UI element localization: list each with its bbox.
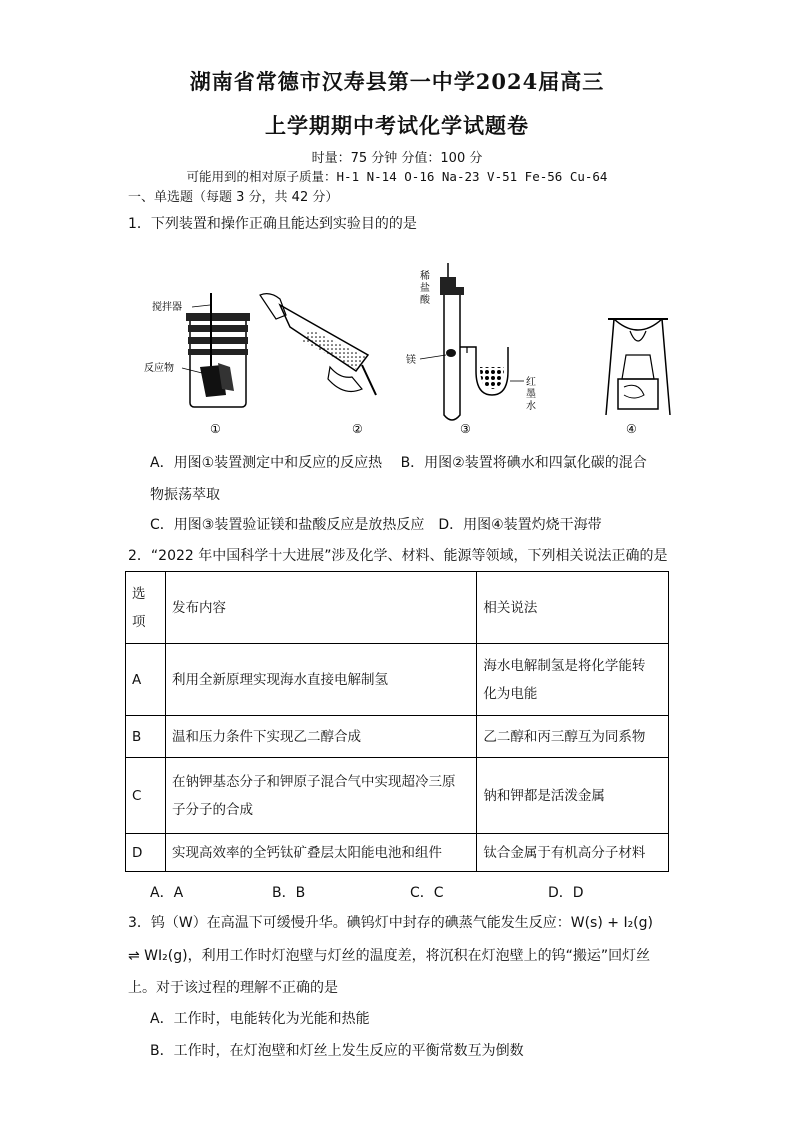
table-row [126,758,669,834]
q1-options-line2: 物振荡萃取 [150,487,220,503]
table-row [126,834,669,872]
row-statement [477,644,669,716]
table-row [126,716,669,758]
dilute-hcl-label-3: 酸 [420,295,430,306]
burner-tripod-figure [606,319,670,415]
header-option-char1: 选 [132,585,146,602]
row-content-line: 子分子的合成 [171,801,253,818]
row-option: D [126,834,166,872]
q1-options-line3: C．用图③装置验证镁和盐酸反应是放热反应 D．用图④装置灼烧干海带 [150,517,602,533]
fig4-label: ④ [626,422,637,436]
dilute-hcl-label-2: 盐 [420,283,430,294]
red-ink-label-3: 水 [526,401,536,412]
red-ink-label-2: 墨 [526,389,536,400]
q2-answer-c: C．C [410,885,444,901]
header-content-cell: 发布内容 [165,572,476,644]
q2-table-header [126,572,669,644]
atomic-masses: 可能用到的相对原子质量：H-1 N-14 O-16 Na-23 V-51 Fe-56 Cu-64 [186,169,608,184]
q2-stem: 2．“2022 年中国科学十大进展”涉及化学、材料、能源等领域，下列相关说法正确的是 [128,548,668,564]
row-statement: 乙二醇和丙三醇互为同系物 [477,716,669,758]
q1-figures [130,255,690,440]
row-statement: 钛合金属于有机高分子材料 [477,834,669,872]
q3-line3: 上。对于该过程的理解不正确的是 [128,980,338,996]
paper-title-line1: 湖南省常德市汉寿县第一中学2024届高三 [189,69,605,94]
row-option: C [126,758,166,834]
fig3-label: ③ [460,422,471,436]
calorimeter-figure [186,293,250,407]
row-content: 利用全新原理实现海水直接电解制氢 [165,644,476,716]
separatory-funnel-figure [260,294,376,395]
red-ink-label-1: 红 [526,377,536,388]
u-tube-figure [440,263,508,420]
row-content: 温和压力条件下实现乙二醇合成 [165,716,476,758]
q2-answer-a: A．A [150,885,184,901]
table-row [126,644,669,716]
q1-stem: 1．下列装置和操作正确且能达到实验目的的是 [128,216,417,232]
row-statement-line: 化为电能 [483,685,538,702]
row-content: 实现高效率的全钙钛矿叠层太阳能电池和组件 [165,834,476,872]
q2-table [125,571,669,872]
header-option-cell [126,572,166,644]
header-statement-cell: 相关说法 [477,572,669,644]
row-option: A [126,644,166,716]
fig2-label: ② [352,422,363,436]
stirrer-label: 搅拌器 [152,302,182,313]
q3-option-b: B．工作时，在灯泡壁和灯丝上发生反应的平衡常数互为倒数 [150,1043,524,1059]
row-option: B [126,716,166,758]
q3-option-a: A．工作时，电能转化为光能和热能 [150,1011,370,1027]
row-content-line: 在钠钾基态分子和钾原子混合气中实现超冷三原 [171,773,456,790]
time-info: 时量：75 分钟 分值：100 分 [311,151,483,166]
row-statement: 钠和钾都是活泼金属 [477,758,669,834]
q3-line2: ⇌ WI₂(g)，利用工作时灯泡壁与灯丝的温度差，将沉积在灯泡壁上的钨“搬运”回灯丝 [128,948,651,964]
row-statement-line: 海水电解制氢是将化学能转 [483,657,646,674]
row-content [165,758,476,834]
section-heading: 一、单选题（每题 3 分，共 42 分） [128,190,339,205]
q3-line1: 3．钨（W）在高温下可缓慢升华。碘钨灯中封存的碘蒸气能发生反应：W(s) + I₂(g) [128,915,653,931]
q2-answer-b: B．B [272,885,306,901]
header-option-char2: 项 [132,613,146,630]
reactant-label: 反应物 [144,363,174,374]
magnesium-label: 镁 [406,355,416,366]
fig1-label: ① [210,422,221,436]
q1-options-line1: A．用图①装置测定中和反应的反应热 B．用图②装置将碘水和四氯化碳的混合 [150,455,647,471]
paper-title-line2: 上学期期中考试化学试题卷 [265,113,529,138]
dilute-hcl-label-1: 稀 [420,271,430,282]
q2-answer-d: D．D [548,885,584,901]
